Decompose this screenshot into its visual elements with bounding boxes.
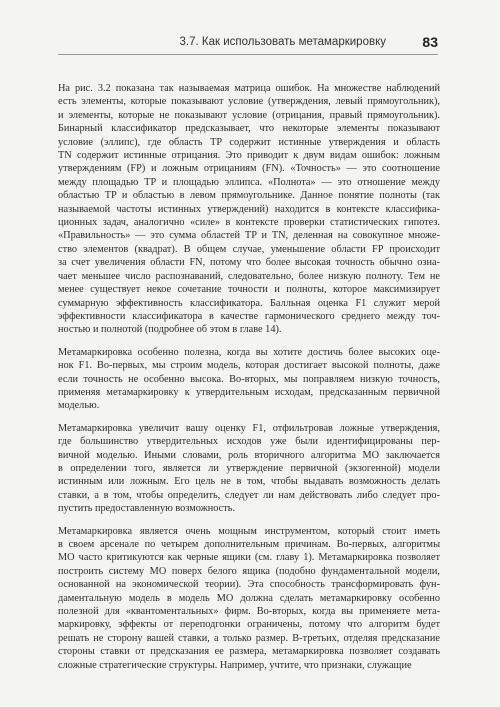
text-line: и элементы, которые не показывают условие (отрицания, правый прямоугольник). [58,109,440,121]
section-title: 3.7. Как использовать метамаркировку [179,36,386,48]
text-line: TN содержит истинные отрицания. Это приводит к двум видам ошибок: ложным [58,150,440,162]
text-line: есть элементы, которые показывают условие (утверждения, левый прямоугольник), [58,96,440,108]
text-line: применяя метамаркировку к утвердительным исходам, предсказанным первичной [58,386,440,398]
text-line: утверждениям (FP) и ложным отрицаниям (FN). «Точность» — это соотношение [58,163,440,175]
text-line: нок F1. Во-первых, мы строим модель, которая достигает высокой полноты, даже [58,360,440,372]
text-line: ционных задач, аналогично «силе» в контексте проверки статистических гипотез. [58,217,440,229]
text-line: в определении того, является ли утверждение первичной (экзогенной) модели [58,462,440,474]
text-line: в своем арсенале по четырем дополнительным причинам. Во-первых, алгоритмы [58,539,440,550]
text-line: условие (эллипс), где область TP содержит истинные утверждения и область [58,136,440,148]
text-line: Метамаркировка увеличит вашу оценку F1, отфильтровав ложные утверждения, [58,422,440,434]
text-line: ностью и полнотой (подробнее об этом в главе 14). [58,324,282,336]
paragraph [58,422,440,516]
text-line: решать не сторону вашей ставки, а только размер. В-третьих, отделяя предсказание [58,632,440,644]
text-line: где большинство утвердительных исходов уже были идентифицированы пер- [58,436,440,448]
text-line: основанной на экономической теории). Эта способность трансформировать фун- [58,579,440,591]
text-line: построить систему МО поверх белого ящика (подобно фундаментальной модели, [58,565,440,577]
text-line: Бинарный классификатор предсказывает, что некоторые элементы показывают [58,123,440,135]
text-line: ставки, а в том, чтобы определить, следует ли нам действовать либо следует про- [58,489,440,501]
text-line: суммарную эффективность классификатора. Балльная оценка F1 служит мерой [58,297,440,309]
body-text [58,82,440,681]
text-line: областью TP и областью в левом прямоугольнике. Данное понятие полноты (так [58,190,440,202]
text-line: моделью. [58,400,100,412]
text-line: Метамаркировка особенно полезна, когда вы хотите достичь более высоких оце- [58,346,440,358]
text-line: пустить предоставленную возможность. [58,503,236,515]
text-line: истинным или ложным. Его цель не в том, чтобы выдавать возможность делать [58,476,440,488]
text-line: На рис. 3.2 показана так называемая матрица ошибок. На множестве наблюдений [58,83,440,94]
text-line: ство элементов (квадрат). В общем случае, уменьшение области FP происходит [58,243,440,255]
text-line: между площадью TP и площадью эллипса. «Полнота» — это отношение между [58,176,440,188]
page-number: 83 [422,34,438,50]
text-line: Метамаркировка является очень мощным инструментом, который стоит иметь [58,525,440,537]
running-header [58,36,438,55]
text-line: эффективности классификатора в качестве гармонического среднего между точ- [58,310,440,322]
text-line: полезной для «квантоментальных» фирм. Во-вторых, когда вы применяете мета- [58,606,440,618]
paragraph [58,525,440,672]
text-line: даментальную модель в модель МО должна сделать метамаркировку особенно [58,592,440,604]
text-line: маркировку, эффекты от переподгонки ограничены, потому что алгоритм будет [58,619,440,631]
text-line: менее существует некое сочетание точности и полноты, которое максимизирует [58,284,440,296]
text-line: называемой частоты истинных утверждений) находится в контексте классифика- [58,203,440,215]
text-line: сложные стратегические структуры. Например, учтите, что признаки, служащие [58,659,412,671]
text-line: за счет увеличения области FN, потому что более высокая точность обычно озна- [58,257,440,269]
paragraph [58,346,440,413]
text-line: чает меньшее число распознаваний, следовательно, более низкую полноту. Тем не [58,270,440,282]
text-line: «Правильность» — это сумма областей TP и TN, деленная на совокупное множе- [58,230,440,242]
text-line: МО часто критикуются как черные ящики (см. главу 1). Метамаркировка позволяет [58,552,440,564]
paragraph [58,82,440,337]
text-line: вичной моделью. Иными словами, роль вторичного алгоритма МО заключается [58,449,440,461]
text-line: если точность не особенно высока. Во-вторых, мы поправляем низкую точность, [58,373,440,385]
text-line: стороны ставки от предсказания ее размера, метамаркировка позволяет создавать [58,646,440,658]
